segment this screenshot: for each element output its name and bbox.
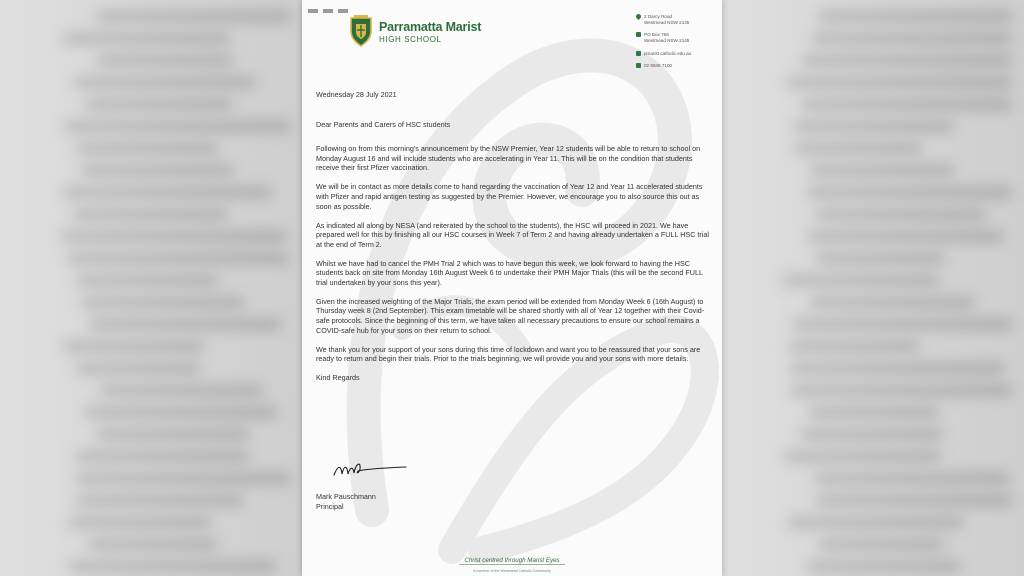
address-line-1: 2 Darcy Road: [644, 14, 673, 19]
letter-body: [316, 90, 712, 392]
contact-website: [644, 51, 691, 57]
contact-po-box: [644, 32, 689, 43]
address-line-2: Westmead NSW 2145: [644, 19, 690, 25]
paragraph-4: Whilst we have had to cancel the PMH Trial 2 which was to have begun this week, we look forward to having the HSC students back on site from Monday 16th August Week 6 to undertake their PMH Major Trials (this will be the second FULL trial undertaken by your sons this year).: [316, 258, 703, 287]
school-name: Parramatta Marist: [379, 20, 482, 34]
top-edge-marks: [308, 0, 368, 5]
school-crest-logo: [348, 15, 374, 47]
letter-footer: [302, 549, 722, 573]
principal-signature: [332, 459, 408, 481]
paragraph-1: Following on from this morning's announcement by the NSW Premier, Year 12 students will be able to return to school on Monday August 16 and will include students who are accelerating in Year 11. This will be on the condition that students receive their first Pfizer vaccination.: [316, 144, 701, 173]
paragraph-2: We will be in contact as more details come to hand regarding the vaccination of Year 12 and Year 11 accelerated students with Pfizer and rapid antigen testing as suggested by the Premier. However, we encourage you to also source this out as soon as possible.: [316, 182, 703, 211]
paragraph-5: Given the increased weighting of the Major Trials, the exam period will be extended from Monday Week 6 (16th August) to Thursday week 8 (2nd September). This exam timetable will be shared shortly with all of Year 12 together with their Covid-safe protocols. Since the beginning of this term, we have taken all necessary precautions to ensure our school remains a COVID-safe hub for your sons on their return to school.: [316, 296, 705, 335]
po-line-1: PO Box 756: [644, 32, 669, 37]
po-line-2: Westmead NSW 2145: [644, 37, 690, 43]
mail-icon: [636, 32, 641, 37]
website: pmarist.catholic.edu.au: [644, 51, 692, 56]
signatory-name: Mark Pauschmann: [316, 492, 376, 501]
globe-icon: [636, 51, 641, 56]
signatory-title: Principal: [316, 502, 344, 511]
letter-page: [302, 0, 722, 576]
phone: 02 9848 7100: [644, 63, 673, 68]
blurred-background-right: [722, 0, 1024, 576]
footer-subtext: A member of the Westmead Catholic Community: [473, 569, 551, 573]
paragraph-6: We thank you for your support of your sons during this time of lockdown and want you to be reassured that your sons are ready to return and begin their trials. Prior to the trials beginning, we will provide you and your sons with more details.: [316, 344, 701, 364]
signatory-block: [316, 492, 376, 512]
footer-motto: Christ centred through Marist Eyes: [459, 557, 564, 565]
blurred-background-left: [0, 0, 302, 576]
phone-icon: [636, 63, 641, 68]
location-pin-icon: [635, 13, 642, 20]
contact-phone: [644, 63, 672, 69]
school-subtitle: HIGH SCHOOL: [379, 35, 442, 44]
letter-date: Wednesday 28 July 2021: [316, 90, 397, 99]
letter-closing: Kind Regards: [316, 373, 360, 383]
letter-salutation: Dear Parents and Carers of HSC students: [316, 119, 451, 129]
contact-address: [644, 14, 689, 25]
paragraph-3: As indicated all along by NESA (and reiterated by the school to the students), the HSC will proceed in 2021. We have prepared well for this by finishing all our HSC courses in Week 7 of Term 2 and having already undertaken a FULL HSC trial at the end of Term 2.: [316, 220, 709, 249]
